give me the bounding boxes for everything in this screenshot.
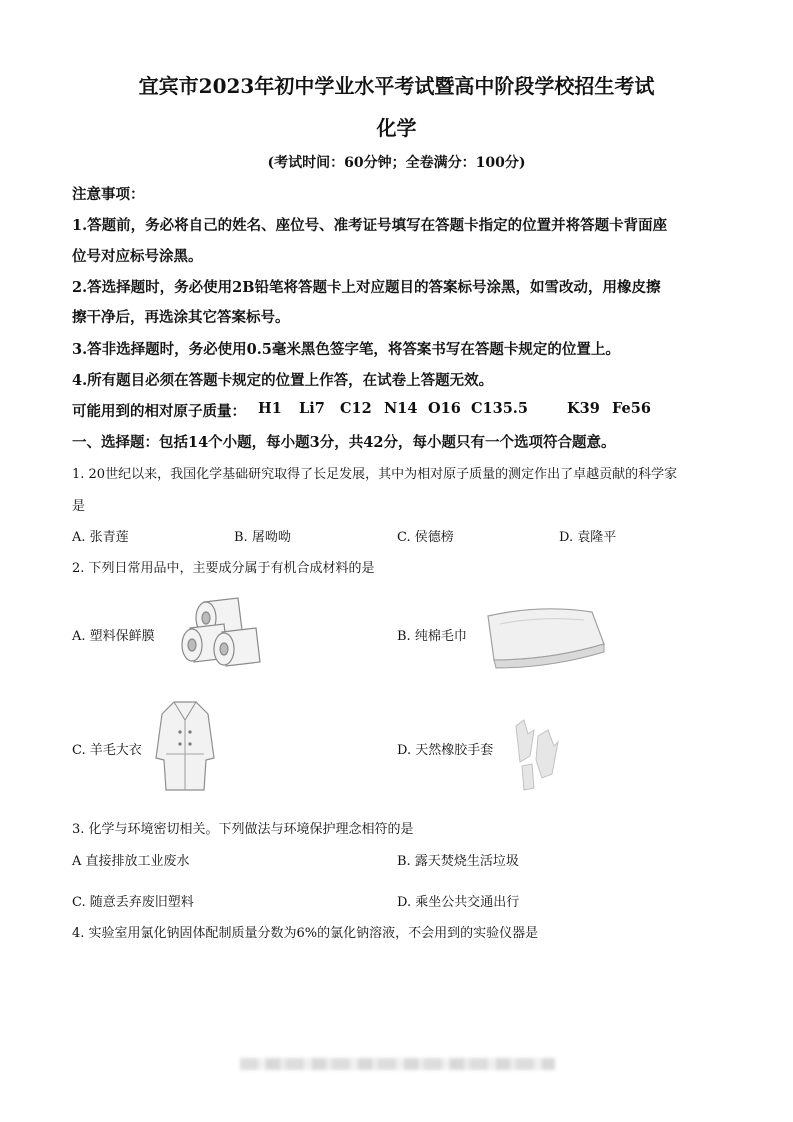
exam-title: 宜宾市2023年初中学业水平考试暨高中阶段学校招生考试 — [138, 74, 655, 98]
atomic-mass-li: Li7 — [299, 400, 325, 417]
exam-subject: 化学 — [376, 116, 417, 140]
notice-item-4: 4.所有题目必须在答题卡规定的位置上作答，在试卷上答题无效。 — [72, 372, 494, 389]
plastic-wrap-rolls-image — [180, 596, 270, 670]
atomic-mass-o: O16 — [428, 400, 461, 417]
notice-item-1-line-2: 位号对应标号涂黑。 — [72, 248, 203, 265]
section-1-heading: 一、选择题：包括14个小题，每小题3分，共42分，每小题只有一个选项符合题意。 — [72, 434, 616, 451]
question-1-option-c: C. 侯德榜 — [397, 530, 454, 545]
question-3-option-d: D. 乘坐公共交通出行 — [397, 895, 520, 910]
notice-item-2-line-1: 2.答选择题时，务必使用2B铅笔将答题卡上对应题目的答案标号涂黑，如雪改动，用橡皮擦 — [72, 279, 661, 296]
question-3-option-a: A 直接排放工业废水 — [72, 854, 190, 869]
notice-item-1-line-1: 1.答题前，务必将自己的姓名、座位号、准考证号填写在答题卡指定的位置并将答题卡背面座 — [72, 217, 668, 234]
cotton-towel-image — [480, 604, 610, 670]
question-1-stem-cont: 是 — [72, 499, 86, 514]
question-3-option-c: C. 随意丢弃废旧塑料 — [72, 895, 194, 910]
notice-heading: 注意事项： — [72, 186, 145, 203]
question-1-option-b: B. 屠呦呦 — [234, 530, 291, 545]
question-2-option-d: D. 天然橡胶手套 — [397, 743, 494, 758]
question-3-option-b: B. 露天焚烧生活垃圾 — [397, 854, 519, 869]
question-4-stem: 4. 实验室用氯化钠固体配制质量分数为6%的氯化钠溶液，不会用到的实验仪器是 — [72, 926, 539, 941]
atomic-mass-cl: C135.5 — [471, 400, 528, 417]
question-1-stem: 1. 20世纪以来，我国化学基础研究取得了长足发展，其中为相对原子质量的测定作出了卓越贡献的科学家 — [72, 467, 678, 482]
notice-item-3: 3.答非选择题时，务必使用0.5毫米黑色签字笔，将答案书写在答题卡规定的位置上。 — [72, 341, 620, 358]
question-2-option-c: C. 羊毛大衣 — [72, 743, 142, 758]
question-2-stem: 2. 下列日常用品中，主要成分属于有机合成材料的是 — [72, 561, 375, 576]
atomic-mass-fe: Fe56 — [612, 400, 651, 417]
atomic-mass-c: C12 — [340, 400, 372, 417]
blurred-footer-watermark — [240, 1058, 555, 1070]
question-1-option-a: A. 张青莲 — [72, 530, 129, 545]
question-2-option-a: A. 塑料保鲜膜 — [72, 629, 155, 644]
question-1-option-d: D. 袁隆平 — [559, 530, 617, 545]
wool-coat-image — [152, 698, 218, 796]
exam-time-info: (考试时间：60分钟；全卷满分：100分) — [267, 155, 526, 171]
notice-item-2-line-2: 擦干净后，再选涂其它答案标号。 — [72, 309, 290, 326]
atomic-mass-label: 可能用到的相对原子质量： — [72, 403, 246, 420]
atomic-mass-n: N14 — [384, 400, 418, 417]
atomic-mass-k: K39 — [567, 400, 600, 417]
atomic-mass-h: H1 — [258, 400, 282, 417]
question-3-stem: 3. 化学与环境密切相关。下列做法与环境保护理念相符的是 — [72, 822, 414, 837]
rubber-gloves-image — [508, 716, 568, 796]
question-2-option-b: B. 纯棉毛巾 — [397, 629, 467, 644]
